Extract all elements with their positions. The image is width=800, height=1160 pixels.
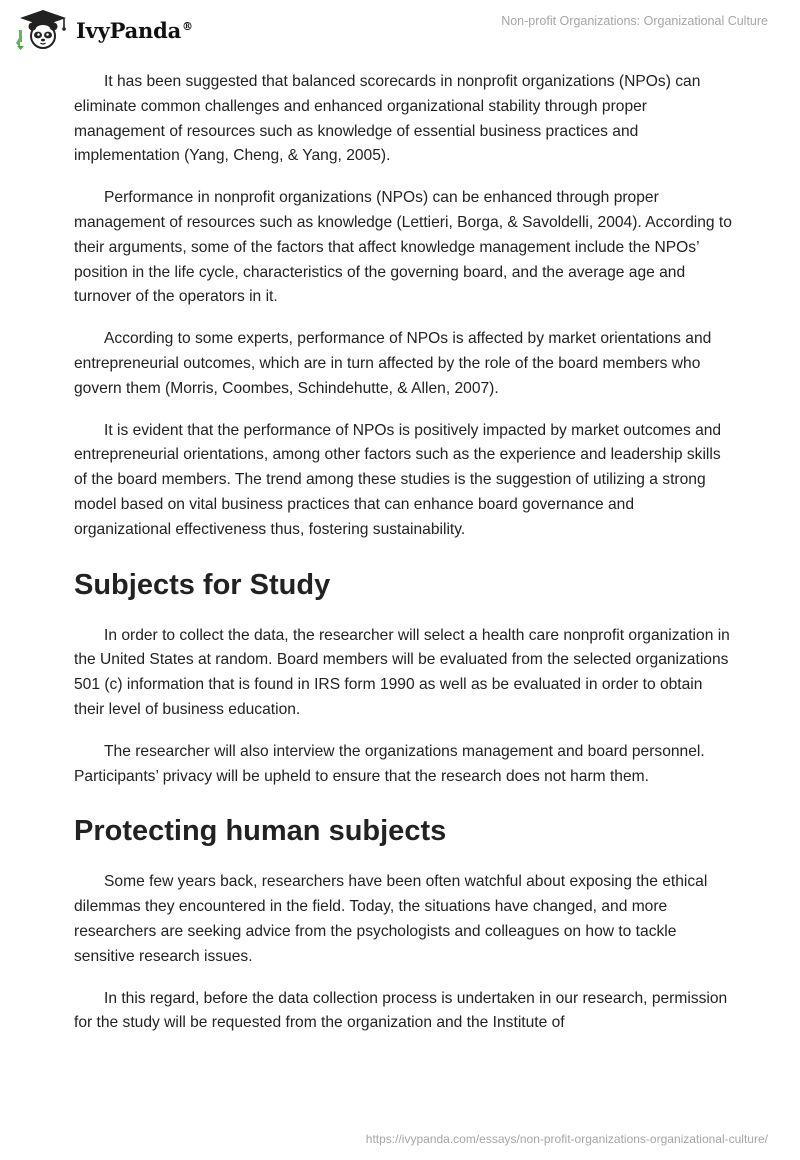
brand-name: IvyPanda® — [76, 17, 193, 43]
document-title: Non-profit Organizations: Organizational Culture — [501, 14, 768, 28]
paragraph: Performance in nonprofit organizations (NPOs) can be enhanced through proper management of resources such as knowledge (Lettieri, Borga, & Savoldelli, 2004). According to their arguments, some of the factors that affect knowledge management include the NPOs’ position in the life cycle, characteristics of the governing board, and the average age and turnover of the operators in it. — [74, 189, 732, 306]
essay-content — [74, 70, 734, 1053]
logo[interactable] — [14, 8, 193, 50]
page-header — [0, 0, 800, 60]
section-heading-subjects: Subjects for Study — [74, 568, 331, 601]
paragraph: In this regard, before the data collection process is undertaken in our research, permission for the study will be requested from the organization and the Institute of — [74, 989, 728, 1032]
paragraph: In order to collect the data, the researcher will select a health care nonprofit organization in the United States at random. Board members will be evaluated from the selected organizations 501 (c) information that is found in IRS form 1990 as well as be evaluated in order to obtain their level of business education. — [74, 626, 730, 718]
panda-graduate-icon — [14, 8, 72, 50]
source-url[interactable]: https://ivypanda.com/essays/non-profit-organizations-organizational-culture/ — [365, 1132, 768, 1146]
paragraph: Some few years back, researchers have been often watchful about exposing the ethical dilemmas they encountered in the field. Today, the situations have changed, and more researchers are seeking advice from the psychologists and colleagues on how to tackle sensitive research issues. — [74, 873, 708, 965]
paragraph: The researcher will also interview the organizations management and board personnel. Participants’ privacy will be upheld to ensure that the research does not harm them. — [74, 742, 705, 785]
paragraph: It is evident that the performance of NPOs is positively impacted by market outcomes and entrepreneurial orientations, among other factors such as the experience and leadership skills of the board members. The trend among these studies is the suggestion of utilizing a strong model based on vital business practices that can enhance board governance and organizational effectiveness thus, fostering sustainability. — [74, 421, 722, 538]
section-heading-protecting: Protecting human subjects — [74, 815, 447, 848]
paragraph: According to some experts, performance of NPOs is affected by market orientations and entrepreneurial outcomes, which are in turn affected by the role of the board members who govern them (Morris, Coombes, Schindehutte, & Allen, 2007). — [74, 330, 712, 397]
paragraph: It has been suggested that balanced scorecards in nonprofit organizations (NPOs) can eliminate common challenges and enhanced organizational stability through proper management of resources such as knowledge of essential business practices and implementation (Yang, Cheng, & Yang, 2005). — [74, 73, 701, 165]
